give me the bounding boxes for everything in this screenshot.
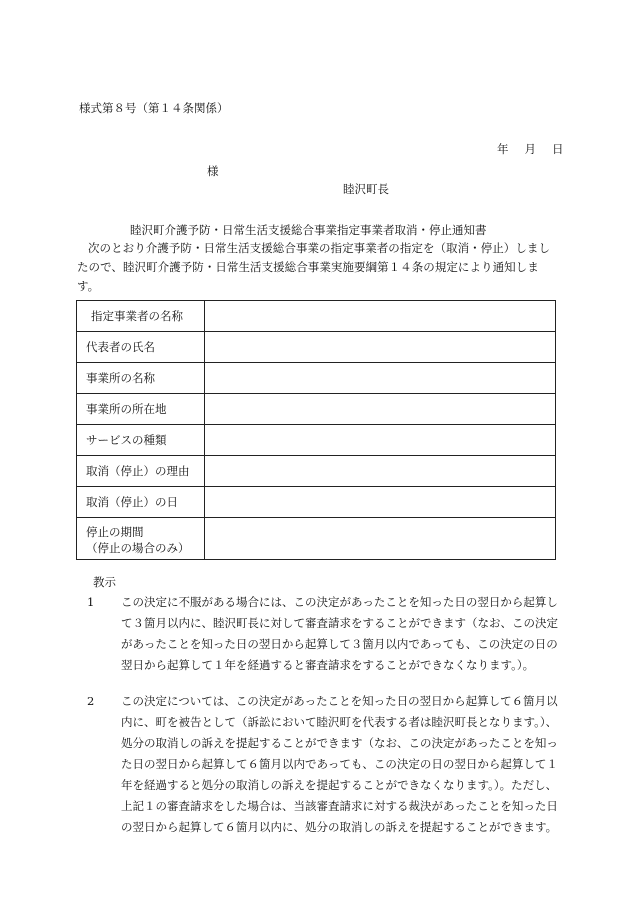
notice-text: この決定については、この決定があったことを知った日の翌日から起算して６箇月以内に、町を被告として（訴訟において睦沢町を代表する者は睦沢町長となります。）、処分の取消しの訴えを提起することができます（なお、この決定があったことを知った日の翌日から起算して６箇月以内であっても、この決定の日の翌日から起算して１年を経過すると処分の取消しの訴えを提起することができなくなります。）。ただし、上記１の審査請求をした場合は、当該審査請求に対する裁決があったことを知った日の翌日から起算して６箇月以内に、処分の取消しの訴えを提起することができます。 xyxy=(121,694,558,834)
date-line xyxy=(497,141,564,157)
notice-number: 2 xyxy=(87,694,95,708)
row-label-office-name: 事業所の名称 xyxy=(77,363,205,394)
notice-item xyxy=(87,592,558,676)
row-label-service-type: サービスの種類 xyxy=(77,425,205,456)
row-value-office-name xyxy=(205,363,556,394)
date-day: 日 xyxy=(552,142,564,156)
document-title: 睦沢町介護予防・日常生活支援総合事業指定事業者取消・停止通知書 xyxy=(130,223,487,237)
table-row xyxy=(77,394,556,425)
notice-number: 1 xyxy=(87,595,95,609)
row-label-reason: 取消（停止）の理由 xyxy=(77,456,205,487)
row-value-reason xyxy=(205,456,556,487)
notice-item xyxy=(87,691,558,838)
table-row xyxy=(77,301,556,332)
row-value-representative xyxy=(205,332,556,363)
row-label-representative: 代表者の氏名 xyxy=(77,332,205,363)
row-label-period-line2: （停止の場合のみ） xyxy=(86,540,190,555)
info-table xyxy=(76,300,556,560)
issuer: 睦沢町長 xyxy=(343,182,389,196)
row-label-period-line1: 停止の期間 xyxy=(86,524,144,539)
row-value-period xyxy=(205,518,556,560)
table-row xyxy=(77,363,556,394)
table-row xyxy=(77,332,556,363)
addressee: 様 xyxy=(207,164,219,178)
row-label-period xyxy=(77,518,205,560)
table-row xyxy=(77,518,556,560)
table-row xyxy=(77,456,556,487)
notice-text: この決定に不服がある場合には、この決定があったことを知った日の翌日から起算して３箇月以内に、睦沢町長に対して審査請求をすることができます（なお、この決定があったことを知った日の翌日から起算して３箇月以内であっても、この決定の日の翌日から起算して１年を経過すると審査請求をすることができなくなります。）。 xyxy=(121,595,558,672)
intro-paragraph: 次のとおり介護予防・日常生活支援総合事業の指定事業者の指定を（取消・停止）しましたので、睦沢町介護予防・日常生活支援総合事業実施要綱第１４条の規定により通知します。 xyxy=(77,241,550,293)
row-label-office-address: 事業所の所在地 xyxy=(77,394,205,425)
date-year: 年 xyxy=(497,142,509,156)
instruction-heading: 教示 xyxy=(93,575,116,589)
row-value-service-type xyxy=(205,425,556,456)
form-number: 様式第８号（第１４条関係） xyxy=(79,101,229,115)
row-value-office-address xyxy=(205,394,556,425)
row-label-date: 取消（停止）の日 xyxy=(77,487,205,518)
row-value-date xyxy=(205,487,556,518)
row-value-business-name xyxy=(205,301,556,332)
table-row xyxy=(77,425,556,456)
table-row xyxy=(77,487,556,518)
row-label-business-name: 指定事業者の名称 xyxy=(77,301,205,332)
date-month: 月 xyxy=(524,142,536,156)
